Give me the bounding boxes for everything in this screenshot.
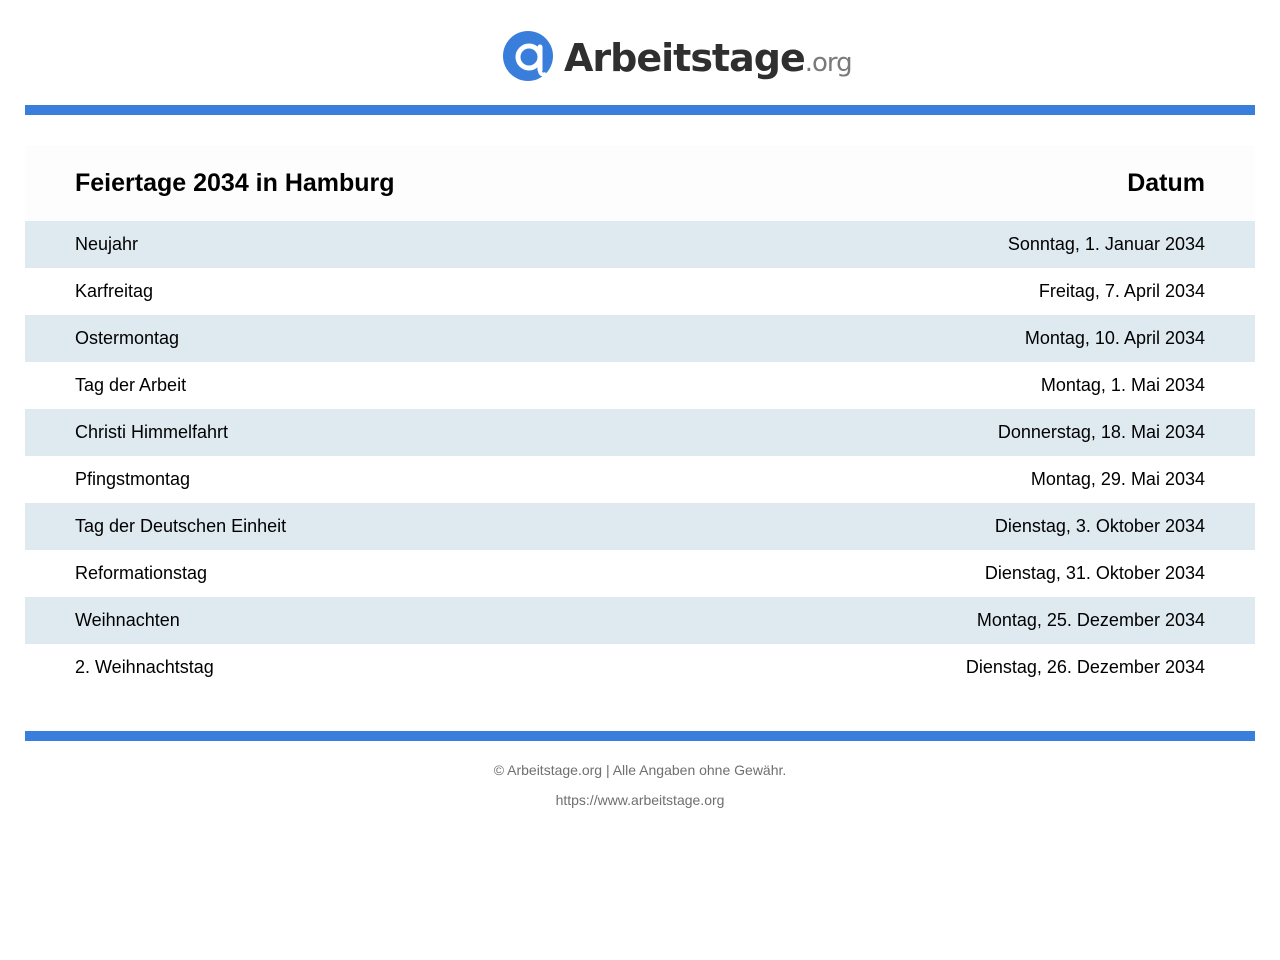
table-row — [25, 597, 1255, 644]
table-row — [25, 644, 1255, 691]
holiday-name: Karfreitag — [75, 281, 154, 301]
table-row — [25, 550, 1255, 597]
table-row — [25, 221, 1255, 268]
table-row — [25, 456, 1255, 503]
holiday-date: Sonntag, 1. Januar 2034 — [1007, 234, 1205, 254]
holiday-name: Weihnachten — [75, 610, 180, 630]
footer-url-link[interactable]: https://www.arbeitstage.org — [555, 792, 725, 808]
holiday-name: Neujahr — [75, 234, 139, 254]
holiday-date: Freitag, 7. April 2034 — [1038, 281, 1205, 301]
table-title: Feiertage 2034 in Hamburg — [75, 168, 395, 197]
copyright-text: © Arbeitstage.org | Alle Angaben ohne Gewähr. — [493, 762, 787, 778]
site-logo[interactable] — [502, 28, 852, 84]
top-divider — [25, 105, 1255, 115]
holiday-date: Donnerstag, 18. Mai 2034 — [997, 422, 1205, 442]
holiday-name: Pfingstmontag — [75, 469, 191, 489]
logo-tld: .org — [804, 48, 852, 78]
holiday-date: Montag, 25. Dezember 2034 — [976, 610, 1205, 630]
holiday-name: Reformationstag — [75, 563, 208, 583]
header — [0, 0, 1280, 105]
holiday-table — [25, 145, 1255, 691]
table-row — [25, 315, 1255, 362]
logo-text — [564, 36, 852, 80]
holiday-name: Tag der Arbeit — [75, 375, 187, 395]
footer — [0, 760, 1280, 820]
holiday-name: 2. Weihnachtstag — [75, 657, 214, 677]
table-row — [25, 409, 1255, 456]
holiday-date: Montag, 29. Mai 2034 — [1030, 469, 1205, 489]
bottom-divider — [25, 731, 1255, 741]
holiday-date: Dienstag, 3. Oktober 2034 — [994, 516, 1205, 536]
table-body — [25, 221, 1255, 691]
table-row — [25, 503, 1255, 550]
table-header — [25, 145, 1255, 221]
holiday-name: Ostermontag — [75, 328, 180, 348]
at-sign-logo-icon — [502, 30, 554, 82]
holiday-name: Tag der Deutschen Einheit — [75, 516, 287, 536]
holiday-date: Montag, 1. Mai 2034 — [1040, 375, 1205, 395]
holiday-date: Montag, 10. April 2034 — [1024, 328, 1205, 348]
table-row — [25, 362, 1255, 409]
holiday-date: Dienstag, 31. Oktober 2034 — [984, 563, 1205, 583]
date-column-header: Datum — [1127, 168, 1205, 197]
logo-name: Arbeitstage — [564, 36, 805, 80]
holiday-date: Dienstag, 26. Dezember 2034 — [965, 657, 1205, 677]
table-row — [25, 268, 1255, 315]
holiday-name: Christi Himmelfahrt — [75, 422, 229, 442]
